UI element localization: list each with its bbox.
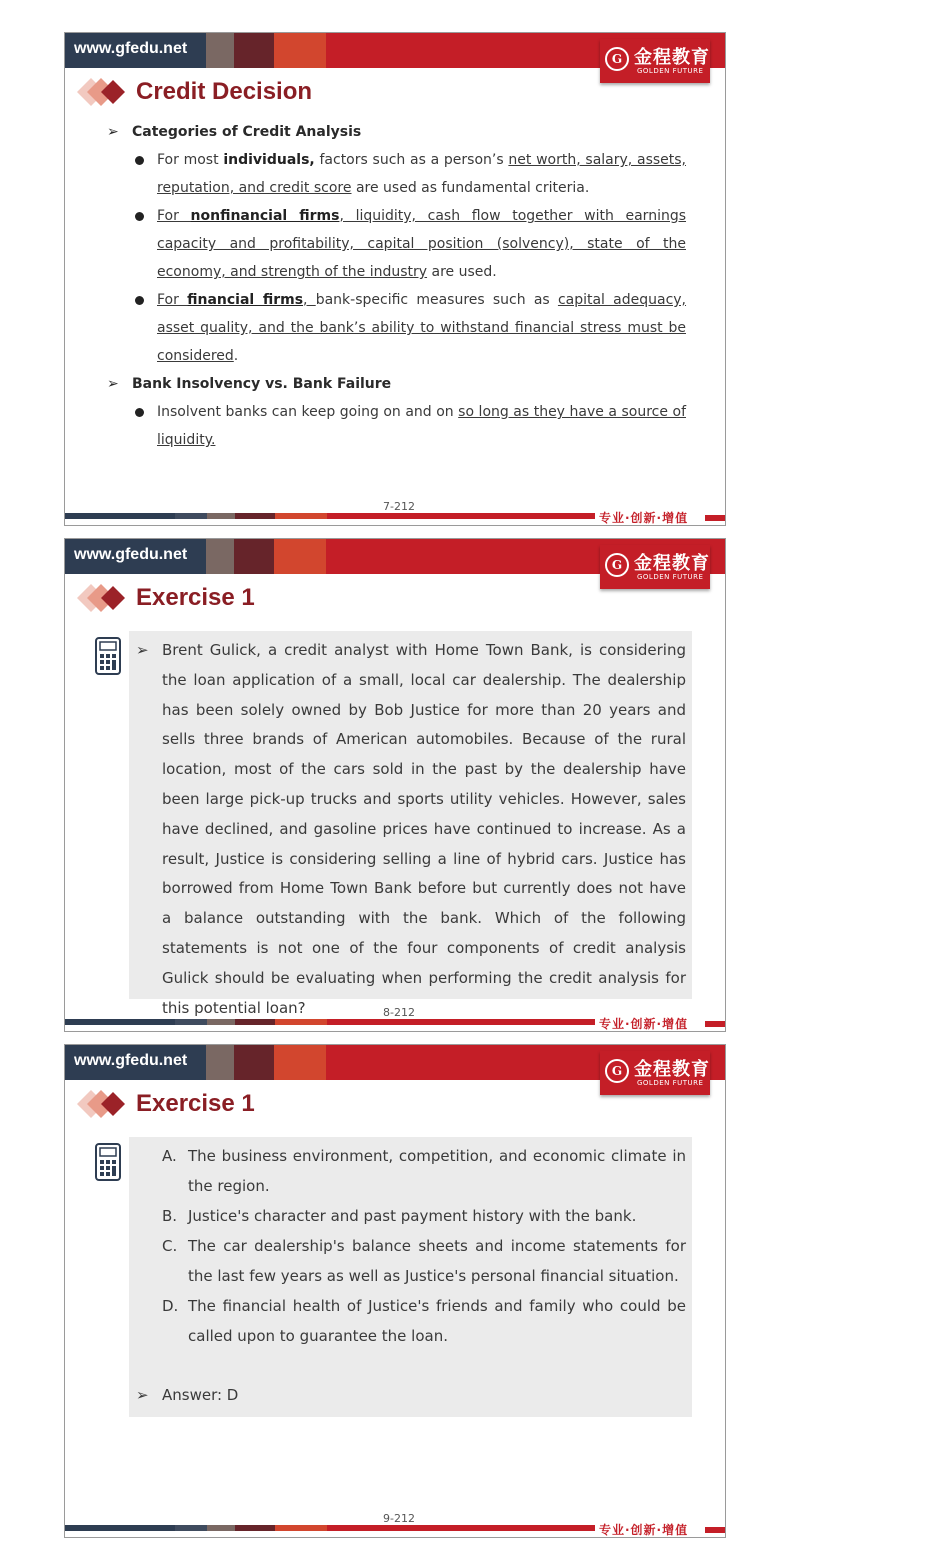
site-url[interactable]: www.gfedu.net [74,40,188,57]
golden-future-logo: G 金程教育 GOLDEN FUTURE [600,545,710,589]
option-b: B. Justice's character and past payment history with the bank. [162,1207,637,1225]
page-number: 7-212 [383,500,415,513]
slide-title: Exercise 1 [136,1090,255,1117]
bullet-dot-icon [135,156,144,165]
slide-exercise-options [64,1044,726,1538]
arrow-bullet-icon: ➢ [107,376,119,392]
bullet-dot-icon [135,296,144,305]
slide-exercise-question [64,538,726,1032]
bullet-dot-icon [135,408,144,417]
calculator-icon [95,1143,121,1181]
logo-seal-icon: G [605,553,629,577]
bullet-insolvency: Insolvent banks can keep going on and on so long as they have a source of liquidity. [65,398,686,454]
slogan: 专业·创新·增值 [599,1017,689,1031]
option-d: D. The financial health of Justice's friends and family who could be called upon to guarantee the loan. [162,1297,686,1345]
diamond-icon [77,1088,133,1120]
slide-credit-decision [64,32,726,526]
logo-seal-icon: G [605,1059,629,1083]
diamond-icon [77,582,133,614]
arrow-bullet-icon: ➢ [136,641,149,659]
question-text: ➢ Brent Gulick, a credit analyst with Home Town Bank, is considering the loan application of a small, local car dealership. The dealership has been solely owned by Bob Justice for more than 20 years and sells three brands of American automobiles. Because of the rural location, most of the cars sold in the past by the dealership have been large pick-up trucks and sports utility vehicles. However, sales have declined, and gasoline prices have continued to increase. As a result, Justice is considering selling a line of hybrid cars. Justice has borrowed from Home Town Bank before but currently does not have a balance outstanding with the bank. Which of the following statements is not one of the four components of credit analysis Gulick should be evaluating when performing the credit analysis for this potential loan? [162,636,686,1023]
bullet-financial: For financial firms, bank-specific measures such as capital adequacy, asset quality, and the bank’s ability to withstand financial stress must be considered. [65,286,686,370]
diamond-icon [77,76,133,108]
bullet-dot-icon [135,212,144,221]
bullet-individuals: For most individuals, factors such as a person’s net worth, salary, assets, reputation, and credit score are used as fundamental criteria. [65,146,686,202]
bullet-nonfinancial: For nonfinancial firms, liquidity, cash flow together with earnings capacity and profitability, capital position (solvency), state of the economy, and strength of the industry are used. [65,202,686,286]
slide-title: Exercise 1 [136,584,255,611]
arrow-bullet-icon: ➢ [136,1386,149,1404]
calculator-icon [95,637,121,675]
answer: ➢ Answer: D [129,1380,660,1410]
page-number: 8-212 [383,1006,415,1019]
slide1-content [65,118,686,454]
slogan: 专业·创新·增值 [599,1523,689,1537]
arrow-bullet-icon: ➢ [107,124,119,140]
section-heading: ➢ Categories of Credit Analysis [65,118,686,146]
logo-seal-icon: G [605,47,629,71]
options-box [129,1137,692,1417]
section-heading: ➢ Bank Insolvency vs. Bank Failure [65,370,686,398]
option-a: A. The business environment, competition, and economic climate in the region. [162,1147,686,1195]
slogan: 专业·创新·增值 [599,511,689,525]
site-url[interactable]: www.gfedu.net [74,1052,188,1069]
golden-future-logo: G 金程教育 GOLDEN FUTURE [600,39,710,83]
slide-title: Credit Decision [136,78,313,105]
option-c: C. The car dealership's balance sheets and income statements for the last few years as well as Justice's personal financial situation. [162,1237,686,1285]
page-number: 9-212 [383,1512,415,1525]
golden-future-logo: G 金程教育 GOLDEN FUTURE [600,1051,710,1095]
site-url[interactable]: www.gfedu.net [74,546,188,563]
